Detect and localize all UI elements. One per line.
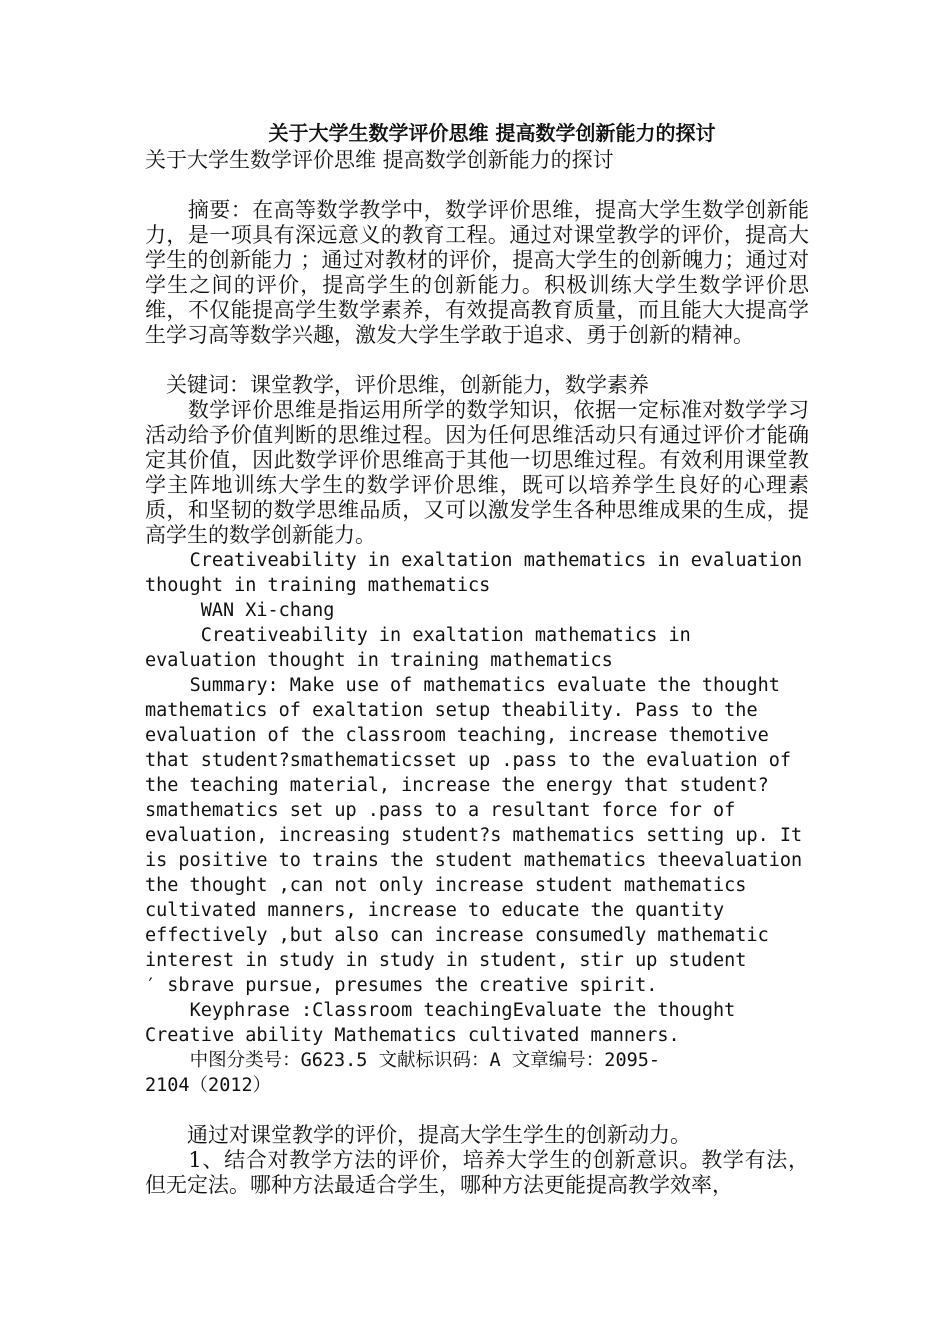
spacer <box>145 348 809 373</box>
spacer <box>145 173 809 198</box>
document-page <box>145 118 809 1198</box>
classification-line: 中图分类号：G623.5 文献标识码：A 文章编号：2095- 2104（2012） <box>145 1050 660 1096</box>
english-title-repeat: Creativeability in exaltation mathematics in evaluation thought in training mathematics <box>145 625 691 671</box>
keywords-line: 关键词：课堂教学，评价思维，创新能力，数学素养 <box>145 373 649 397</box>
document-subtitle: 关于大学生数学评价思维 提高数学创新能力的探讨 <box>145 148 614 172</box>
english-summary: Summary: Make use of mathematics evaluate the thought mathematics of exaltation setup theability. Pass to the evaluation of the classroom teaching, increase themotive that student?smathematicsset up .pass to the evaluation of the teaching material, increase the energy that student? smathematics set up .pass to a resultant force for of evaluation, increasing student?s mathematics setting up. It is positive to trains the student mathematics theevaluation the thought ,can not only increase student mathematics cultivated manners, increase to educate the quantity effectively ,but also can increase consumedly mathematic interest in study in study in student, stir up student ′ sbrave pursue, presumes the creative spirit. <box>145 675 803 996</box>
english-title: Creativeability in exaltation mathematics in evaluation thought in training mathematics <box>145 550 803 596</box>
english-author: WAN Xi-chang <box>145 600 335 621</box>
section-paragraph: 1、结合对教学方法的评价，培养大学生的创新意识。教学有法，但无定法。哪种方法最适合学生，哪种方法更能提高教学效率， <box>145 1148 809 1197</box>
intro-paragraph: 数学评价思维是指运用所学的数学知识，依据一定标准对数学学习活动给予价值判断的思维过程。因为任何思维活动只有通过评价才能确定其价值，因此数学评价思维高于其他一切思维过程。有效利用课堂教学主阵地训练大学生的数学评价思维，既可以培养学生良好的心理素质，和坚韧的数学思维品质，又可以激发学生各种思维成果的生成，提高学生的数学创新能力。 <box>145 398 809 547</box>
section-heading: 通过对课堂教学的评价，提高大学生学生的创新动力。 <box>145 1123 691 1147</box>
spacer <box>145 1098 809 1123</box>
english-keyphrase: Keyphrase :Classroom teachingEvaluate the thought Creative ability Mathematics cultivated manners. <box>145 1000 736 1046</box>
document-title: 关于大学生数学评价思维 提高数学创新能力的探讨 <box>268 121 716 145</box>
abstract-paragraph: 摘要：在高等数学教学中，数学评价思维，提高大学生数学创新能力，是一项具有深远意义的教育工程。通过对课堂教学的评价，提高大学生的创新能力 ；通过对教材的评价，提高大学生的创新魄力；通过对学生之间的评价，提高学生的创新能力。积极训练大学生数学评价思维，不仅能提高学生数学素养，有效提高教育质量，而且能大大提高学生学习高等数学兴趣，激发大学生学敢于追求、勇于创新的精神。 <box>145 198 809 347</box>
